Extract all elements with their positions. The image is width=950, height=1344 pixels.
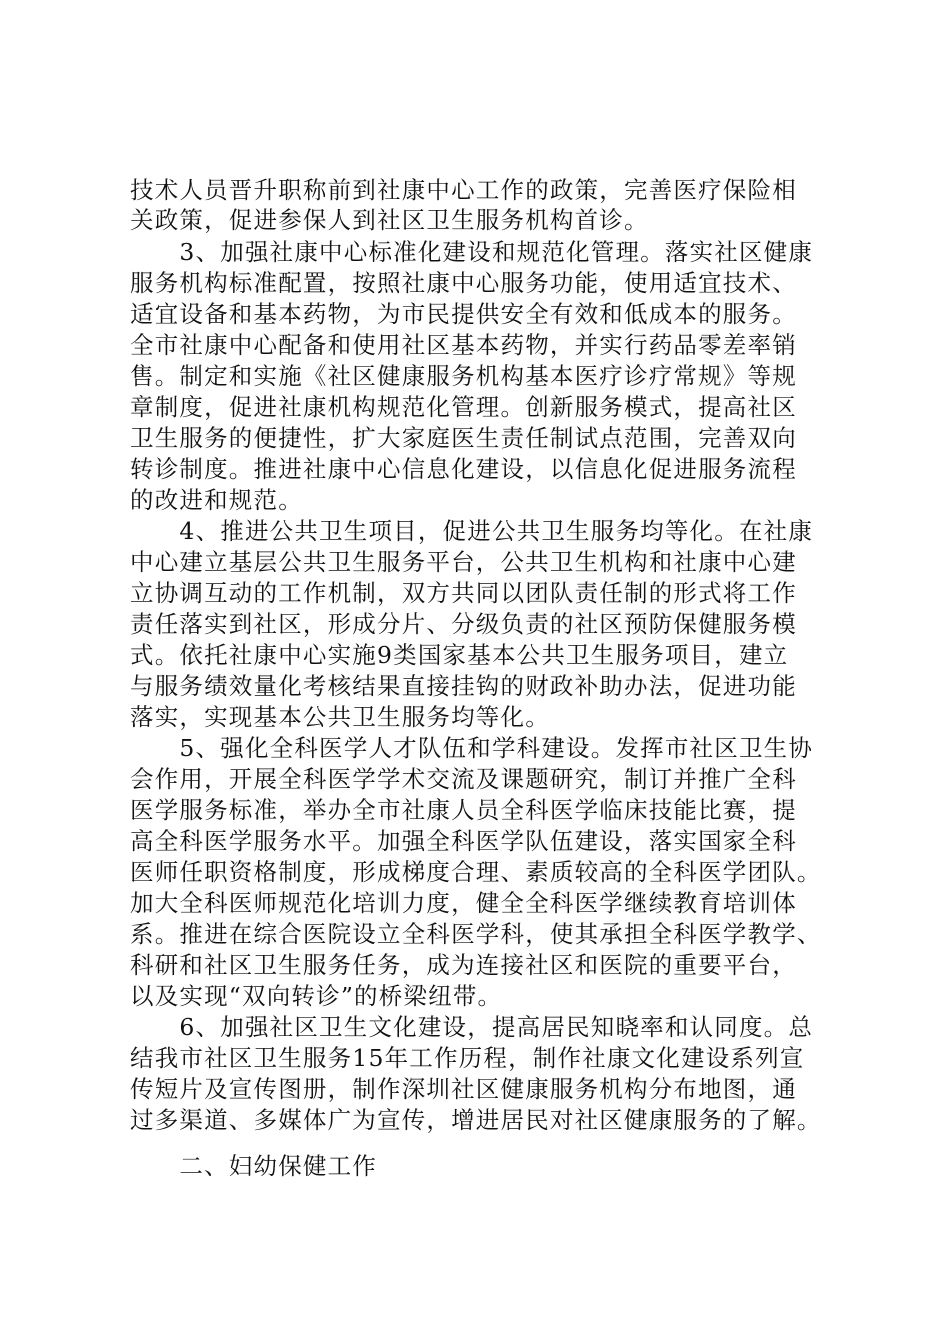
paragraph-line: 6、加强社区卫生文化建设，提高居民知晓率和认同度。总 bbox=[130, 1013, 814, 1041]
text-line: 系。推进在综合医院设立全科医学科，使其承担全科医学教学、 bbox=[130, 920, 822, 948]
text-line: 落实，实现基本公共卫生服务均等化。 bbox=[130, 703, 550, 731]
text-line: 全市社康中心配备和使用社区基本药物，并实行药品零差率销 bbox=[130, 331, 797, 359]
text-line: 责任落实到社区，形成分片、分级负责的社区预防保健服务模 bbox=[130, 610, 797, 638]
text-line: 会作用，开展全科医学学术交流及课题研究，制订并推广全科 bbox=[130, 765, 797, 793]
text-line: 立协调互动的工作机制，双方共同以团队责任制的形式将工作 bbox=[130, 579, 797, 607]
paragraph-line: 4、推进公共卫生项目，促进公共卫生服务均等化。在社康 bbox=[130, 517, 814, 545]
text-line: 医师任职资格制度，形成梯度合理、素质较高的全科医学团队。 bbox=[130, 858, 822, 886]
text-line: 高全科医学服务水平。加强全科医学队伍建设，落实国家全科 bbox=[130, 827, 797, 855]
text-line: 中心建立基层公共卫生服务平台，公共卫生机构和社康中心建 bbox=[130, 548, 797, 576]
text-line: 加大全科医师规范化培训力度，健全全科医学继续教育培训体 bbox=[130, 889, 797, 917]
text-line: 医学服务标准，举办全市社康人员全科医学临床技能比赛，提 bbox=[130, 796, 797, 824]
text-line: 以及实现“双向转诊”的桥梁纽带。 bbox=[130, 982, 503, 1010]
text-line: 科研和社区卫生服务任务，成为连接社区和医院的重要平台， bbox=[130, 951, 797, 979]
text-line: 技术人员晋升职称前到社康中心工作的政策，完善医疗保险相 bbox=[130, 176, 797, 204]
text-line: 结我市社区卫生服务15年工作历程，制作社康文化建设系列宣 bbox=[130, 1044, 805, 1072]
paragraph-line: 5、强化全科医学人才队伍和学科建设。发挥市社区卫生协 bbox=[130, 734, 814, 762]
text-line: 服务机构标准配置，按照社康中心服务功能，使用适宜技术、 bbox=[130, 269, 797, 297]
text-line: 卫生服务的便捷性，扩大家庭医生责任制试点范围，完善双向 bbox=[130, 424, 797, 452]
text-line: 式。依托社康中心实施9类国家基本公共卫生服务项目，建立 bbox=[130, 641, 789, 669]
section-heading: 二、妇幼保健工作 bbox=[130, 1152, 377, 1180]
paragraph-line: 3、加强社康中心标准化建设和规范化管理。落实社区健康 bbox=[130, 238, 814, 266]
text-line: 转诊制度。推进社康中心信息化建设，以信息化促进服务流程 bbox=[130, 455, 797, 483]
text-line: 章制度，促进社康机构规范化管理。创新服务模式，提高社区 bbox=[130, 393, 797, 421]
text-line: 关政策，促进参保人到社区卫生服务机构首诊。 bbox=[130, 206, 649, 234]
text-line: 售。制定和实施《社区健康服务机构基本医疗诊疗常规》等规 bbox=[130, 362, 797, 390]
text-line: 适宜设备和基本药物，为市民提供安全有效和低成本的服务。 bbox=[130, 300, 797, 328]
text-line: 过多渠道、多媒体广为宣传，增进居民对社区健康服务的了解。 bbox=[130, 1106, 822, 1134]
text-line: 传短片及宣传图册，制作深圳社区健康服务机构分布地图，通 bbox=[130, 1075, 797, 1103]
text-line: 与服务绩效量化考核结果直接挂钩的财政补助办法，促进功能 bbox=[130, 672, 797, 700]
text-line: 的改进和规范。 bbox=[130, 486, 303, 514]
